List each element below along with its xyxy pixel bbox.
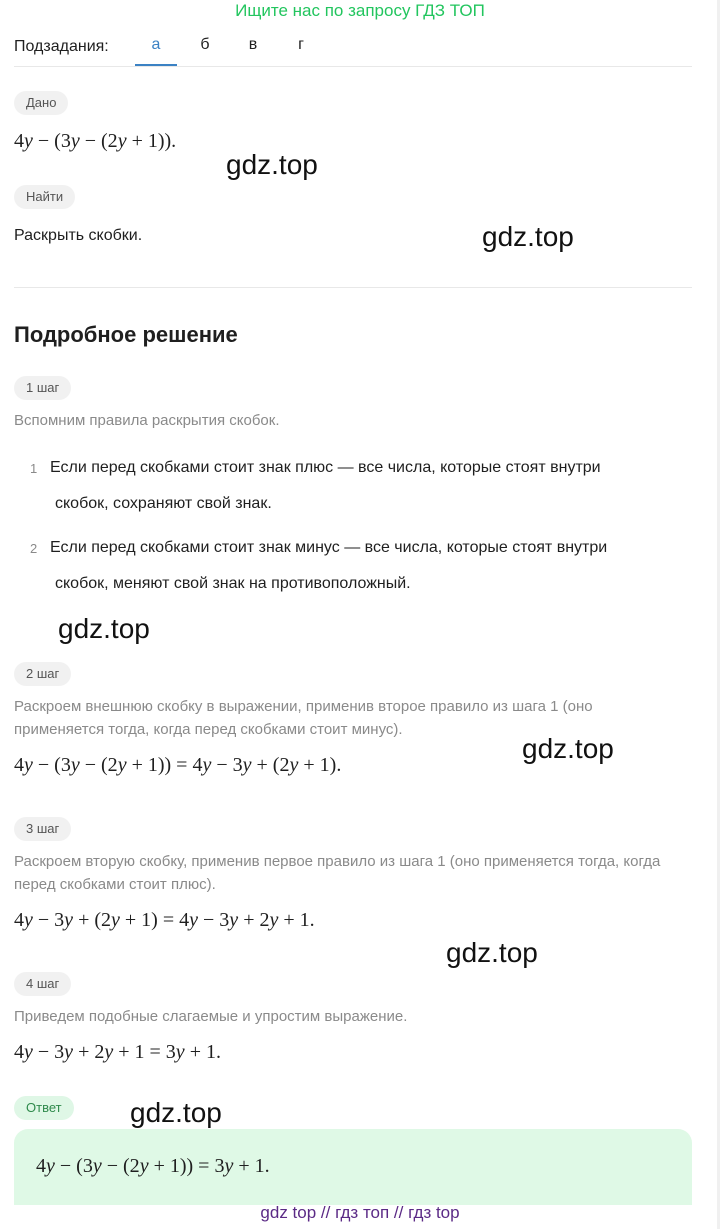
watermark: gdz.top: [226, 149, 318, 180]
solution-title: Подробное решение: [14, 322, 238, 347]
subtasks-bar: [14, 34, 692, 67]
rule-text-line2: скобок, сохраняют свой знак.: [55, 495, 272, 512]
watermark: gdz.top: [522, 733, 614, 764]
answer-expression: 4y − (3y − (2y + 1)) = 3y + 1.: [36, 1155, 270, 1177]
step4-chip: 4 шаг: [14, 972, 71, 996]
answer-chip: Ответ: [14, 1096, 74, 1120]
rule-text-line1: Если перед скобками стоит знак плюс — все числа, которые стоят внутри: [50, 459, 601, 476]
watermark: gdz.top: [482, 221, 574, 252]
subtasks-label: Подзадания:: [14, 38, 109, 55]
step4-text: Приведем подобные слагаемые и упростим выражение.: [14, 1008, 408, 1025]
step2-expression: 4y − (3y − (2y + 1)) = 4y − 3y + (2y + 1).: [14, 754, 342, 776]
find-text: Раскрыть скобки.: [14, 227, 143, 244]
rule-number: 1: [30, 461, 38, 476]
step4-expression: 4y − 3y + 2y + 1 = 3y + 1.: [14, 1041, 221, 1063]
rule-text-line1: Если перед скобками стоит знак минус — все числа, которые стоят внутри: [50, 539, 608, 556]
step1-text: Вспомним правила раскрытия скобок.: [14, 412, 280, 429]
given-expression: 4y − (3y − (2y + 1)).: [14, 130, 177, 152]
step2-chip: 2 шаг: [14, 662, 71, 686]
tab-b[interactable]: б: [200, 36, 210, 53]
rule-text-line2: скобок, меняют свой знак на противоположный.: [55, 575, 411, 592]
step3-text: Раскроем вторую скобку, применив первое правило из шага 1 (оно применяется тогда, когда перед скобками стоит плюс).: [14, 853, 661, 893]
tab-a[interactable]: а: [135, 34, 177, 66]
rule-item-1: [30, 450, 710, 522]
tab-g[interactable]: г: [298, 36, 304, 53]
given-chip: Дано: [14, 91, 68, 115]
step2-text: Раскроем внешнюю скобку в выражении, применив второе правило из шага 1 (оно применяется тогда, когда перед скобками стоит минус).: [14, 698, 593, 738]
step3-expression: 4y − 3y + (2y + 1) = 4y − 3y + 2y + 1.: [14, 909, 315, 931]
answer-box: [14, 1129, 692, 1205]
step1-chip: 1 шаг: [14, 376, 71, 400]
watermark: gdz.top: [130, 1097, 222, 1128]
footer-links: gdz top // гдз топ // гдз top: [260, 1203, 460, 1222]
section-divider: [14, 287, 692, 288]
watermark: gdz.top: [446, 937, 538, 968]
watermark: gdz.top: [58, 613, 150, 644]
tab-v[interactable]: в: [248, 36, 258, 53]
rule-number: 2: [30, 541, 38, 556]
find-chip: Найти: [14, 185, 75, 209]
promo-banner: Ищите нас по запросу ГДЗ ТОП: [235, 1, 485, 20]
step3-chip: 3 шаг: [14, 817, 71, 841]
rule-item-2: [30, 530, 710, 602]
